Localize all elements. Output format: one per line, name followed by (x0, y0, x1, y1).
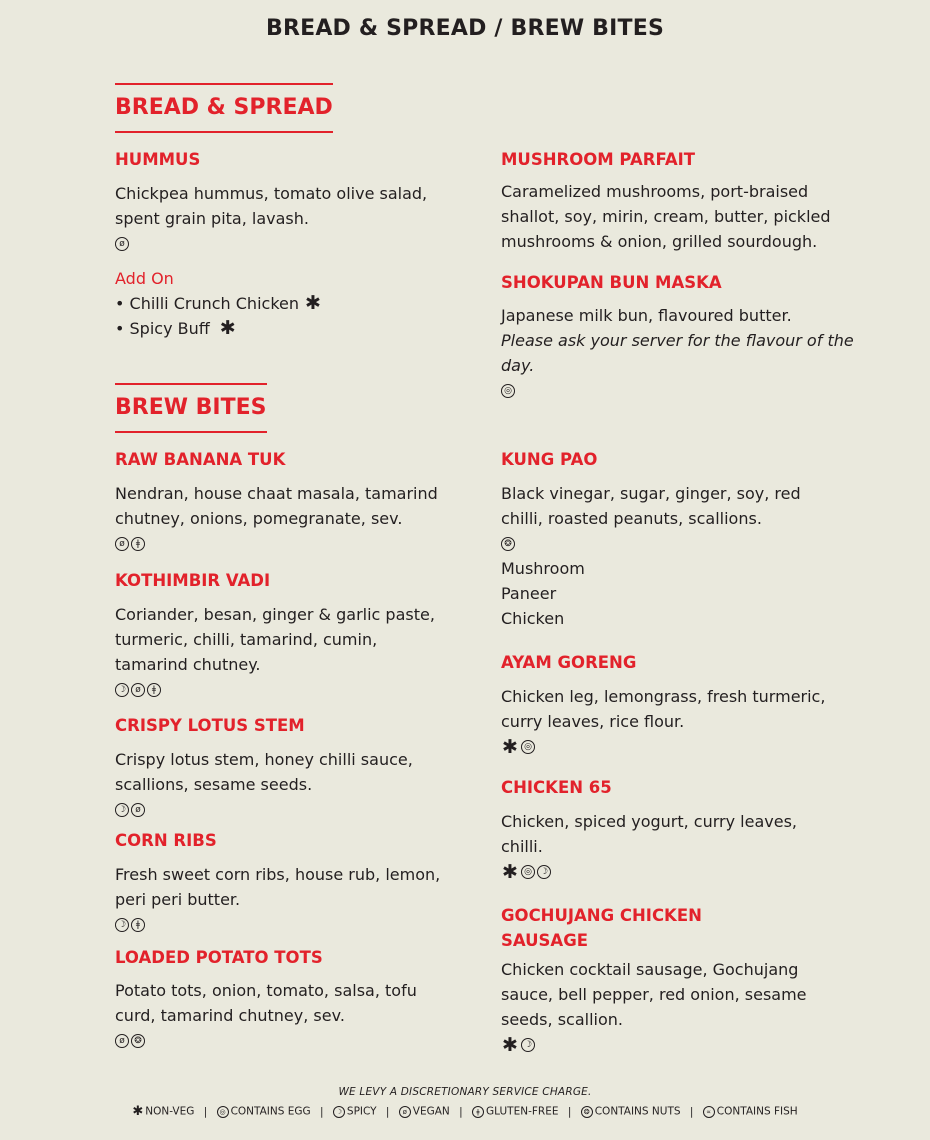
variant-item: Chicken (501, 609, 565, 628)
item-desc: Nendran, house chaat masala, tamarind chutney, onions, pomegranate, sev. (115, 484, 438, 528)
nuts-icon: ❂ (131, 1034, 145, 1048)
item-icons-hummus (115, 233, 129, 255)
gluten-free-icon: ǂ (147, 683, 161, 697)
fish-icon: ∝ (703, 1106, 715, 1118)
spicy-icon: ☽ (115, 918, 129, 932)
item-icons (115, 1030, 145, 1052)
item-icons (115, 533, 145, 555)
legend-label: SPICY (346, 1105, 377, 1118)
non-veg-icon: ✱ (502, 1033, 518, 1056)
item-desc: Chicken leg, lemongrass, fresh turmeric, curry leaves, rice flour. (501, 687, 826, 731)
item-desc: Fresh sweet corn ribs, house rub, lemon, peri peri butter. (115, 865, 441, 909)
non-veg-icon: ✱ (219, 317, 236, 339)
section-title-bread-spread: BREAD & SPREAD (115, 83, 333, 133)
item-icons (115, 914, 145, 936)
legend-divider: | (459, 1105, 463, 1118)
non-veg-icon: ✱ (502, 860, 518, 883)
item-desc-mushroom-parfait: Caramelized mushrooms, port-braised shallot, soy, mirin, cream, butter, pickled mushrooms & onion, grilled sourdough. (501, 182, 831, 251)
item-name: AYAM GORENG (501, 653, 637, 672)
legend-label: CONTAINS FISH (716, 1105, 798, 1118)
item-desc: Crispy lotus stem, honey chilli sauce, scallions, sesame seeds. (115, 750, 413, 794)
page-title: BREAD & SPREAD / BREW BITES (265, 16, 664, 41)
legend-divider: | (689, 1105, 694, 1118)
item-icons (501, 1034, 535, 1056)
item-desc: Coriander, besan, ginger & garlic paste, turmeric, chilli, tamarind, cumin, tamarind chutney. (115, 605, 435, 674)
egg-icon: ◎ (217, 1106, 229, 1118)
vegan-icon: ø (131, 683, 145, 697)
item-name: GOCHUJANG CHICKEN SAUSAGE (501, 906, 702, 950)
vegan-icon: ø (115, 537, 129, 551)
addon-item-label: • Spicy Buff (115, 319, 210, 338)
legend-label: NON-VEG (145, 1105, 195, 1118)
item-desc-shokupan-main: Japanese milk bun, flavoured butter. (501, 306, 792, 325)
legend-label: CONTAINS EGG (230, 1105, 311, 1118)
addon-item-label: • Chilli Crunch Chicken (115, 294, 299, 313)
addon-item (115, 316, 236, 341)
service-charge-note: WE LEVY A DISCRETIONARY SERVICE CHARGE. (338, 1086, 592, 1098)
spicy-icon: ☽ (521, 1038, 535, 1052)
item-name-mushroom-parfait: MUSHROOM PARFAIT (501, 150, 696, 169)
gluten-free-icon: ǂ (131, 537, 145, 551)
spicy-icon: ☽ (115, 683, 129, 697)
legend-divider: | (385, 1105, 390, 1118)
item-name: CORN RIBS (115, 831, 217, 850)
item-name-shokupan: SHOKUPAN BUN MASKA (501, 273, 722, 292)
item-icons (115, 679, 161, 701)
section-title-brew-bites: BREW BITES (115, 383, 267, 433)
legend-divider: | (203, 1105, 208, 1118)
egg-icon: ◎ (521, 865, 535, 879)
item-name-hummus: HUMMUS (115, 150, 201, 169)
nuts-icon: ❂ (501, 537, 515, 551)
variant-item: Mushroom (501, 559, 585, 578)
spicy-icon: ☽ (537, 865, 551, 879)
vegan-icon: ø (115, 1034, 129, 1048)
kung-pao-variants (501, 556, 585, 631)
item-icons (115, 799, 145, 821)
item-name-kung-pao: KUNG PAO (501, 450, 598, 469)
vegan-icon: ø (115, 237, 129, 251)
nuts-icon: ❂ (581, 1106, 593, 1118)
legend-label: GLUTEN-FREE (486, 1105, 559, 1118)
item-desc-shokupan-note: Please ask your server for the flavour of the day. (501, 331, 854, 375)
item-icons (501, 736, 535, 758)
item-desc-kung-pao: Black vinegar, sugar, ginger, soy, red chilli, roasted peanuts, scallions. (501, 484, 801, 528)
item-desc: Chicken cocktail sausage, Gochujang sauce, bell pepper, red onion, sesame seeds, scallion. (501, 960, 807, 1029)
non-veg-icon: ✱ (305, 292, 321, 314)
item-name: CRISPY LOTUS STEM (115, 716, 305, 735)
variant-item: Paneer (501, 584, 557, 603)
addon-label: Add On (115, 269, 174, 288)
item-name: RAW BANANA TUK (115, 450, 286, 469)
item-name: LOADED POTATO TOTS (115, 948, 323, 967)
item-icons (501, 861, 551, 883)
item-name: CHICKEN 65 (501, 778, 612, 797)
non-veg-icon: ✱ (132, 1104, 144, 1119)
vegan-icon: ø (131, 803, 145, 817)
spicy-icon: ☽ (115, 803, 129, 817)
item-icons-shokupan (501, 380, 515, 402)
legend (0, 1104, 930, 1119)
non-veg-icon: ✱ (502, 735, 518, 758)
spicy-icon: ☽ (333, 1106, 345, 1118)
item-name: KOTHIMBIR VADI (115, 571, 271, 590)
gluten-free-icon: ǂ (472, 1106, 484, 1118)
item-desc-hummus: Chickpea hummus, tomato olive salad, spent grain pita, lavash. (115, 184, 428, 228)
legend-label: CONTAINS NUTS (594, 1105, 681, 1118)
egg-icon: ◎ (501, 384, 515, 398)
item-desc: Potato tots, onion, tomato, salsa, tofu curd, tamarind chutney, sev. (115, 981, 417, 1025)
item-icons-kung-pao (501, 533, 515, 555)
egg-icon: ◎ (521, 740, 535, 754)
legend-divider: | (567, 1105, 572, 1118)
legend-label: VEGAN (412, 1105, 450, 1118)
item-desc-shokupan (501, 303, 861, 378)
gluten-free-icon: ǂ (131, 918, 145, 932)
vegan-icon: ø (399, 1106, 411, 1118)
addon-item (115, 291, 321, 316)
legend-divider: | (320, 1105, 324, 1118)
item-desc: Chicken, spiced yogurt, curry leaves, chilli. (501, 812, 797, 856)
